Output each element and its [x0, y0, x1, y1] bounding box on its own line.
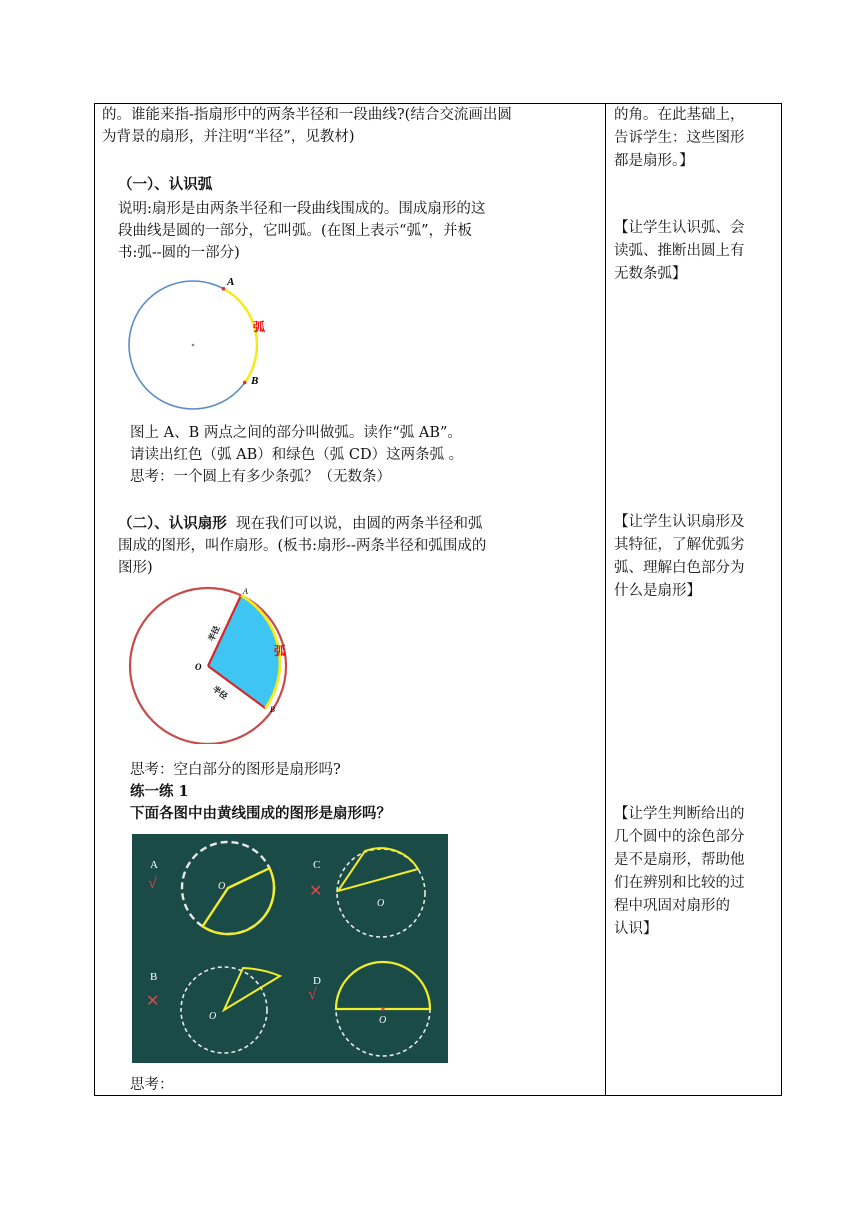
- item-c-letter: C: [313, 859, 321, 871]
- label-a: A: [227, 276, 235, 288]
- side-note-2-line: 【让学生认识弧、会: [614, 220, 745, 236]
- side-note-2-line: 读弧、推断出圆上有: [614, 243, 745, 259]
- item-c-center: O: [377, 898, 385, 909]
- final-think: 思考：: [130, 1077, 174, 1093]
- label-arc: 弧: [274, 644, 287, 658]
- side-note-1-line: 的角。在此基础上，: [614, 107, 745, 123]
- arc-diagram: [122, 268, 282, 418]
- side-note-1: [614, 104, 778, 173]
- item-c-mark: ✕: [309, 883, 323, 900]
- side-note-2: [614, 217, 778, 286]
- label-a: A: [243, 587, 248, 596]
- section-1-after-3: 思考：一个圆上有多少条弧？（无数条）: [130, 469, 391, 485]
- intro-line-2: 为背景的扇形，并注明“半径”，见教材): [102, 129, 355, 145]
- section-2-line-1-rest: 现在我们可以说，由圆的两条半径和弧: [235, 516, 483, 532]
- item-d-letter: D: [313, 975, 321, 987]
- practice-title: 练一练 1: [130, 783, 189, 800]
- side-note-3: [614, 511, 778, 603]
- section-1-line-3: 书:弧--圆的一部分): [118, 245, 240, 261]
- label-b: B: [251, 375, 259, 387]
- section-1-after-1: 图上 A、B 两点之间的部分叫做弧。读作“弧 AB”。: [130, 425, 462, 441]
- label-b: B: [270, 705, 275, 714]
- side-note-3-line: 什么是扇形】: [614, 583, 701, 599]
- label-radius-1: 半径: [206, 624, 222, 643]
- intro-line-1: 的。谁能来指-指扇形中的两条半径和一段曲线?(结合交流画出圆: [102, 107, 512, 123]
- practice-question: 下面各图中由黄线围成的图形是扇形吗？: [130, 805, 391, 822]
- label-radius-2: 半径: [210, 684, 230, 702]
- item-d-mark: √: [308, 986, 317, 1003]
- item-a-mark: √: [148, 875, 157, 892]
- item-b-mark: ✕: [146, 993, 160, 1010]
- point-b: [243, 381, 247, 385]
- side-note-2-line: 无数条弧】: [614, 266, 687, 282]
- side-note-1-line: 都是扇形。】: [614, 153, 694, 169]
- section-1-title: （一）、认识弧: [118, 176, 213, 193]
- center-dot: [192, 344, 195, 347]
- column-divider: [605, 103, 606, 1096]
- item-a-center: O: [218, 881, 226, 892]
- side-note-4-line: 【让学生判断给出的: [614, 806, 745, 822]
- side-note-4-line: 程中巩固对扇形的: [614, 898, 730, 914]
- side-note-3-line: 其特征，了解优弧劣: [614, 537, 745, 553]
- section-2-line-3: 图形): [118, 560, 153, 576]
- practice-board: [132, 834, 448, 1063]
- section-1-line-1: 说明:扇形是由两条半径和一段曲线围成的。围成扇形的这: [118, 201, 486, 217]
- side-note-1-line: 告诉学生：这些图形: [614, 130, 745, 146]
- section-2-title: （二）、认识扇形: [118, 515, 227, 532]
- side-note-4-line: 认识】: [614, 921, 658, 937]
- label-arc: 弧: [253, 320, 266, 334]
- section-2-think: 思考：空白部分的图形是扇形吗?: [130, 762, 341, 778]
- item-d-center: O: [379, 1015, 387, 1026]
- side-note-3-line: 【让学生认识扇形及: [614, 514, 745, 530]
- item-a-letter: A: [150, 859, 158, 871]
- point-a: [222, 287, 226, 291]
- section-2-line-1: [118, 513, 482, 535]
- arc-ab: [224, 289, 257, 383]
- section-2-line-2: 围成的图形，叫作扇形。(板书:扇形--两条半径和弧围成的: [118, 538, 487, 554]
- side-note-4-line: 是不是扇形，帮助他: [614, 852, 745, 868]
- section-1-line-2: 段曲线是圆的一部分，它叫弧。(在图上表示“弧”，并板: [118, 223, 472, 239]
- label-o: O: [195, 662, 202, 672]
- item-b-center: O: [209, 1011, 217, 1022]
- side-note-3-line: 弧、理解白色部分为: [614, 560, 745, 576]
- item-b-letter: B: [150, 971, 158, 983]
- section-1-after-2: 请读出红色（弧 AB）和绿色（弧 CD）这两条弧 。: [130, 447, 464, 463]
- sector-diagram: [122, 584, 292, 744]
- side-note-4: [614, 803, 778, 941]
- side-note-4-line: 们在辨别和比较的过: [614, 875, 745, 891]
- side-note-4-line: 几个圆中的涂色部分: [614, 829, 745, 845]
